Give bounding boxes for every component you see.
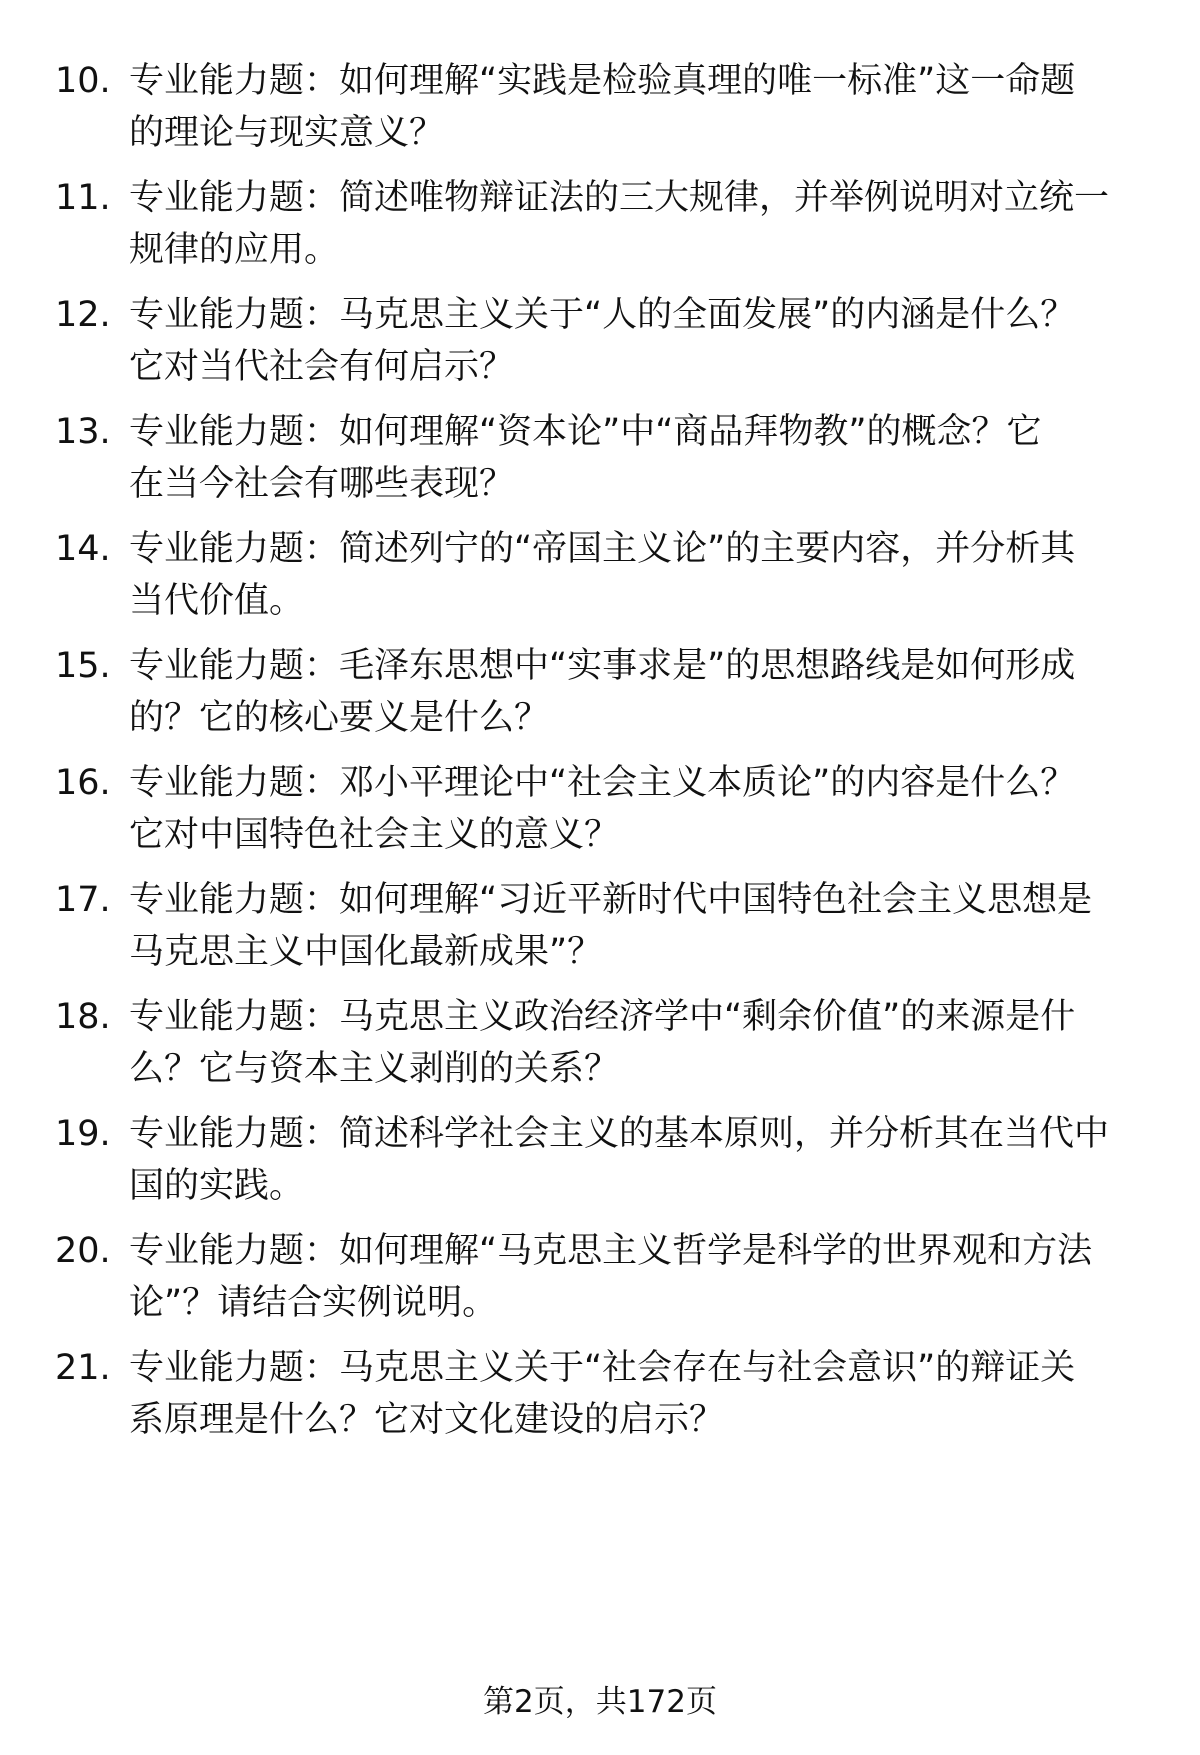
question-number: 17. — [55, 880, 111, 920]
question-text-line-1: 专业能力题：如何理解“习近平新时代中国特色社会主义思想是 — [129, 880, 1093, 920]
question-text-line-2: 马克思主义中国化最新成果”？ — [129, 932, 603, 972]
question-item — [0, 991, 1200, 1101]
question-item — [0, 55, 1200, 165]
question-text-line-2: 当代价值。 — [129, 581, 305, 621]
question-text-line-2: 它对中国特色社会主义的意义？ — [129, 815, 620, 855]
question-text-line-2: 国的实践。 — [129, 1166, 305, 1206]
question-text-line-1: 专业能力题：简述科学社会主义的基本原则，并分析其在当代中 — [129, 1114, 1110, 1154]
question-number: 11. — [55, 178, 111, 218]
question-text-line-2: 在当今社会有哪些表现？ — [129, 464, 515, 504]
question-number: 10. — [55, 61, 111, 101]
question-text-line-2: 它对当代社会有何启示？ — [129, 347, 515, 387]
question-number: 18. — [55, 997, 111, 1037]
question-item — [0, 289, 1200, 399]
question-text-line-2: 么？它与资本主义剥削的关系？ — [129, 1049, 620, 1089]
question-text-line-1: 专业能力题：邓小平理论中“社会主义本质论”的内容是什么？ — [129, 763, 1076, 803]
question-text-line-1: 专业能力题：马克思主义关于“社会存在与社会意识”的辩证关 — [129, 1348, 1076, 1388]
question-number: 13. — [55, 412, 111, 452]
question-text-line-1: 专业能力题：如何理解“实践是检验真理的唯一标准”这一命题 — [129, 61, 1076, 101]
question-number: 15. — [55, 646, 111, 686]
question-text-line-2: 论”？请结合实例说明。 — [129, 1283, 498, 1323]
question-text-line-2: 的理论与现实意义？ — [129, 113, 445, 153]
question-text-line-1: 专业能力题：马克思主义政治经济学中“剩余价值”的来源是什 — [129, 997, 1076, 1037]
question-number: 16. — [55, 763, 111, 803]
question-item — [0, 1108, 1200, 1218]
question-text-line-1: 专业能力题：简述列宁的“帝国主义论”的主要内容，并分析其 — [129, 529, 1076, 569]
question-item — [0, 172, 1200, 282]
question-text-line-1: 专业能力题：如何理解“马克思主义哲学是科学的世界观和方法 — [129, 1231, 1093, 1271]
question-number: 20. — [55, 1231, 111, 1271]
question-text-line-1: 专业能力题：毛泽东思想中“实事求是”的思想路线是如何形成 — [129, 646, 1076, 686]
question-item — [0, 640, 1200, 750]
question-number: 21. — [55, 1348, 111, 1388]
question-text-line-1: 专业能力题：简述唯物辩证法的三大规律，并举例说明对立统一 — [129, 178, 1110, 218]
question-number: 12. — [55, 295, 111, 335]
question-text-line-1: 专业能力题：马克思主义关于“人的全面发展”的内涵是什么？ — [129, 295, 1076, 335]
question-item — [0, 757, 1200, 867]
question-text-line-2: 的？它的核心要义是什么？ — [129, 698, 550, 738]
question-item — [0, 1225, 1200, 1335]
question-text-line-1: 专业能力题：如何理解“资本论”中“商品拜物教”的概念？它 — [129, 412, 1042, 452]
question-item — [0, 406, 1200, 516]
page-number: 第2页，共172页 — [483, 1684, 717, 1720]
question-number: 19. — [55, 1114, 111, 1154]
question-text-line-2: 系原理是什么？它对文化建设的启示？ — [129, 1400, 725, 1440]
question-number: 14. — [55, 529, 111, 569]
question-item — [0, 1342, 1200, 1452]
question-item — [0, 523, 1200, 633]
question-text-line-2: 规律的应用。 — [129, 230, 340, 270]
question-item — [0, 874, 1200, 984]
